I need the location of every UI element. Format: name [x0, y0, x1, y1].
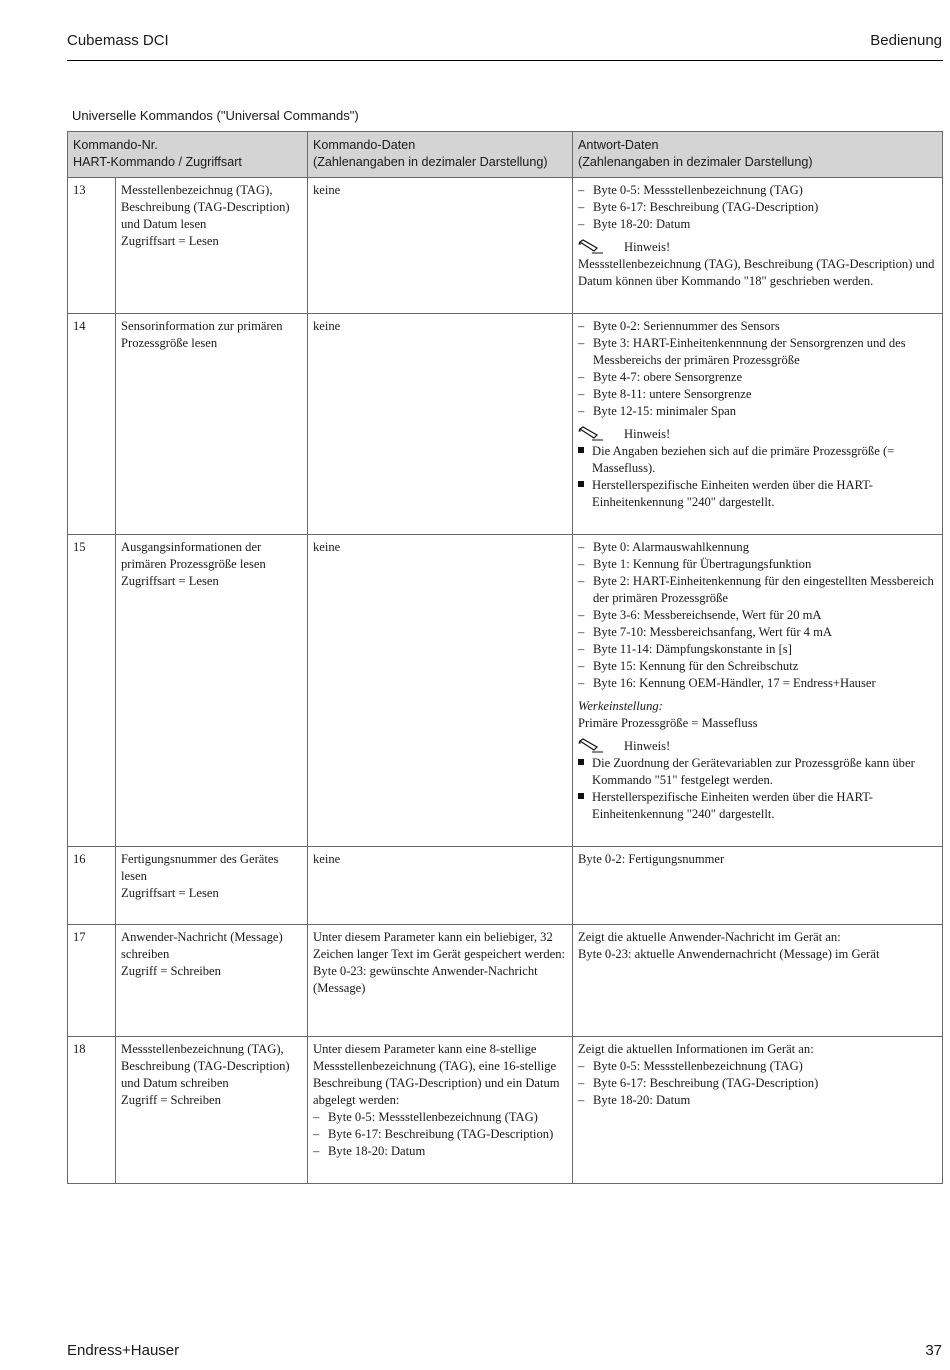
- pencil-icon: [578, 738, 604, 753]
- list-item: – Byte 1: Kennung für Übertragungsfunktion: [578, 556, 937, 573]
- note-label: Hinweis!: [624, 240, 671, 254]
- running-header-title: Cubemass DCI: [67, 32, 169, 49]
- list-item: – Byte 0-5: Messstellenbezeichnung (TAG): [578, 182, 937, 199]
- text-line: Zeigt die aktuellen Informationen im Gerät an:: [578, 1042, 814, 1056]
- command-nr: 15: [68, 535, 116, 847]
- command-name: [116, 1037, 308, 1184]
- text-line: Sensorinformation zur primären: [121, 319, 283, 333]
- text-line: Unter diesem Parameter kann ein beliebiger, 32 Zeichen langer Text im Gerät gespeichert werden:: [313, 930, 566, 961]
- header-text: Kommando-Daten: [313, 138, 416, 152]
- list-item: – Byte 6-17: Beschreibung (TAG-Description): [313, 1126, 567, 1143]
- page-number: 37: [925, 1342, 942, 1359]
- answer-data: [573, 1037, 943, 1184]
- header-text: Antwort-Daten: [578, 138, 659, 152]
- text-line: Zeigt die aktuelle Anwender-Nachricht im Gerät an:: [578, 930, 841, 944]
- text-line: Zugriffsart = Lesen: [121, 886, 219, 900]
- text-line: Zugriffsart = Lesen: [121, 574, 219, 588]
- factory-setting-value: Primäre Prozessgröße = Massefluss: [578, 716, 758, 730]
- table-row: [68, 314, 943, 535]
- header-answer-data: [573, 132, 943, 178]
- note-heading: [578, 738, 937, 755]
- command-name: [116, 178, 308, 314]
- text-line: Byte 0-23: gewünschte Anwender-Nachricht (Message): [313, 964, 538, 995]
- factory-setting-label: Werkeinstellung:: [578, 699, 663, 713]
- text-line: Zugriff = Schreiben: [121, 964, 221, 978]
- header-text: Kommando-Nr.: [73, 138, 158, 152]
- command-name: [116, 314, 308, 535]
- command-data: [308, 1037, 573, 1184]
- header-text: (Zahlenangaben in dezimaler Darstellung): [313, 155, 548, 169]
- text-line: Byte 0-23: aktuelle Anwendernachricht (Message) im Gerät: [578, 947, 880, 961]
- note-bullet: Herstellerspezifische Einheiten werden über die HART-Einheitenkennung "240" dargestellt.: [578, 477, 937, 511]
- text-line: Zugriff = Schreiben: [121, 1093, 221, 1107]
- command-nr: 18: [68, 1037, 116, 1184]
- header-rule: [67, 60, 943, 61]
- list-item: – Byte 18-20: Datum: [578, 216, 937, 233]
- list-item: – Byte 12-15: minimaler Span: [578, 403, 937, 420]
- header-command-nr: [68, 132, 308, 178]
- list-item: – Byte 0-2: Seriennummer des Sensors: [578, 318, 937, 335]
- text-line: Beschreibung (TAG-Description): [121, 1059, 290, 1073]
- list-item: – Byte 15: Kennung für den Schreibschutz: [578, 658, 937, 675]
- pencil-icon: [578, 239, 604, 254]
- answer-data: [573, 178, 943, 314]
- list-item: – Byte 4-7: obere Sensorgrenze: [578, 369, 937, 386]
- list-item: – Byte 2: HART-Einheitenkennung für den eingestellten Messbereich der primären Prozessgröße: [578, 573, 937, 607]
- text-line: Beschreibung (TAG-Description): [121, 200, 290, 214]
- text-line: Fertigungsnummer des Gerätes: [121, 852, 279, 866]
- note-bullet: Die Angaben beziehen sich auf die primäre Prozessgröße (= Massefluss).: [578, 443, 937, 477]
- list-item: – Byte 0-5: Messstellenbezeichnung (TAG): [578, 1058, 937, 1075]
- text-line: Ausgangsinformationen der: [121, 540, 262, 554]
- table-row: [68, 847, 943, 925]
- header-text: HART-Kommando / Zugriffsart: [73, 155, 242, 169]
- list-item: – Byte 0: Alarmauswahlkennung: [578, 539, 937, 556]
- text-line: und Datum lesen: [121, 217, 207, 231]
- list-item: – Byte 18-20: Datum: [313, 1143, 567, 1160]
- answer-data: [573, 314, 943, 535]
- list-item: – Byte 7-10: Messbereichsanfang, Wert für 4 mA: [578, 624, 937, 641]
- text-line: und Datum schreiben: [121, 1076, 229, 1090]
- table-row: [68, 178, 943, 314]
- list-item: – Byte 6-17: Beschreibung (TAG-Description): [578, 199, 937, 216]
- note-label: Hinweis!: [624, 427, 671, 441]
- text-line: Unter diesem Parameter kann eine 8-stellige Messstellenbezeichnung (TAG), eine 16-stellige Beschreibung (TAG-Description) und ein Datum abgelegt werden:: [313, 1042, 560, 1107]
- text-line: Anwender-Nachricht (Message): [121, 930, 283, 944]
- command-nr: 14: [68, 314, 116, 535]
- command-data: keine: [308, 178, 573, 314]
- note-label: Hinweis!: [624, 739, 671, 753]
- answer-data: [573, 925, 943, 1037]
- list-item: – Byte 0-5: Messstellenbezeichnung (TAG): [313, 1109, 567, 1126]
- note-bullet: Herstellerspezifische Einheiten werden über die HART-Einheitenkennung "240" dargestellt.: [578, 789, 937, 823]
- note-heading: [578, 426, 937, 443]
- table-header-row: [68, 132, 943, 178]
- command-nr: 16: [68, 847, 116, 925]
- command-data: keine: [308, 314, 573, 535]
- command-nr: 17: [68, 925, 116, 1037]
- running-header-section: Bedienung: [870, 32, 942, 49]
- table-row: [68, 535, 943, 847]
- answer-data: Byte 0-2: Fertigungsnummer: [573, 847, 943, 925]
- list-item: – Byte 3-6: Messbereichsende, Wert für 20 mA: [578, 607, 937, 624]
- universal-commands-table: [67, 131, 943, 1184]
- list-item: – Byte 18-20: Datum: [578, 1092, 937, 1109]
- table-caption: Universelle Kommandos ("Universal Commands"): [72, 108, 359, 123]
- table-row: [68, 925, 943, 1037]
- header-text: (Zahlenangaben in dezimaler Darstellung): [578, 155, 813, 169]
- command-name: [116, 847, 308, 925]
- text-line: Zugriffsart = Lesen: [121, 234, 219, 248]
- footer-brand: Endress+Hauser: [67, 1342, 180, 1359]
- text-line: Messtellenbezeichnug (TAG),: [121, 183, 273, 197]
- text-line: Prozessgröße lesen: [121, 336, 218, 350]
- note-text: Messstellenbezeichnung (TAG), Beschreibung (TAG-Description) und Datum können über Kommando "18" geschrieben werden.: [578, 257, 935, 288]
- list-item: – Byte 16: Kennung OEM-Händler, 17 = Endress+Hauser: [578, 675, 937, 692]
- text-line: lesen: [121, 869, 147, 883]
- list-item: – Byte 11-14: Dämpfungskonstante in [s]: [578, 641, 937, 658]
- pencil-icon: [578, 426, 604, 441]
- list-item: – Byte 8-11: untere Sensorgrenze: [578, 386, 937, 403]
- command-name: [116, 925, 308, 1037]
- list-item: – Byte 6-17: Beschreibung (TAG-Description): [578, 1075, 937, 1092]
- table-row: [68, 1037, 943, 1184]
- answer-data: [573, 535, 943, 847]
- list-item: – Byte 3: HART-Einheitenkennnung der Sensorgrenzen und des Messbereichs der primären Prozessgröße: [578, 335, 937, 369]
- command-nr: 13: [68, 178, 116, 314]
- text-line: Messstellenbezeichnung (TAG),: [121, 1042, 284, 1056]
- header-command-data: [308, 132, 573, 178]
- text-line: schreiben: [121, 947, 170, 961]
- note-bullet: Die Zuordnung der Gerätevariablen zur Prozessgröße kann über Kommando "51" festgelegt werden.: [578, 755, 937, 789]
- text-line: primären Prozessgröße lesen: [121, 557, 266, 571]
- command-name: [116, 535, 308, 847]
- command-data: [308, 925, 573, 1037]
- note-heading: [578, 239, 937, 256]
- command-data: keine: [308, 535, 573, 847]
- command-data: keine: [308, 847, 573, 925]
